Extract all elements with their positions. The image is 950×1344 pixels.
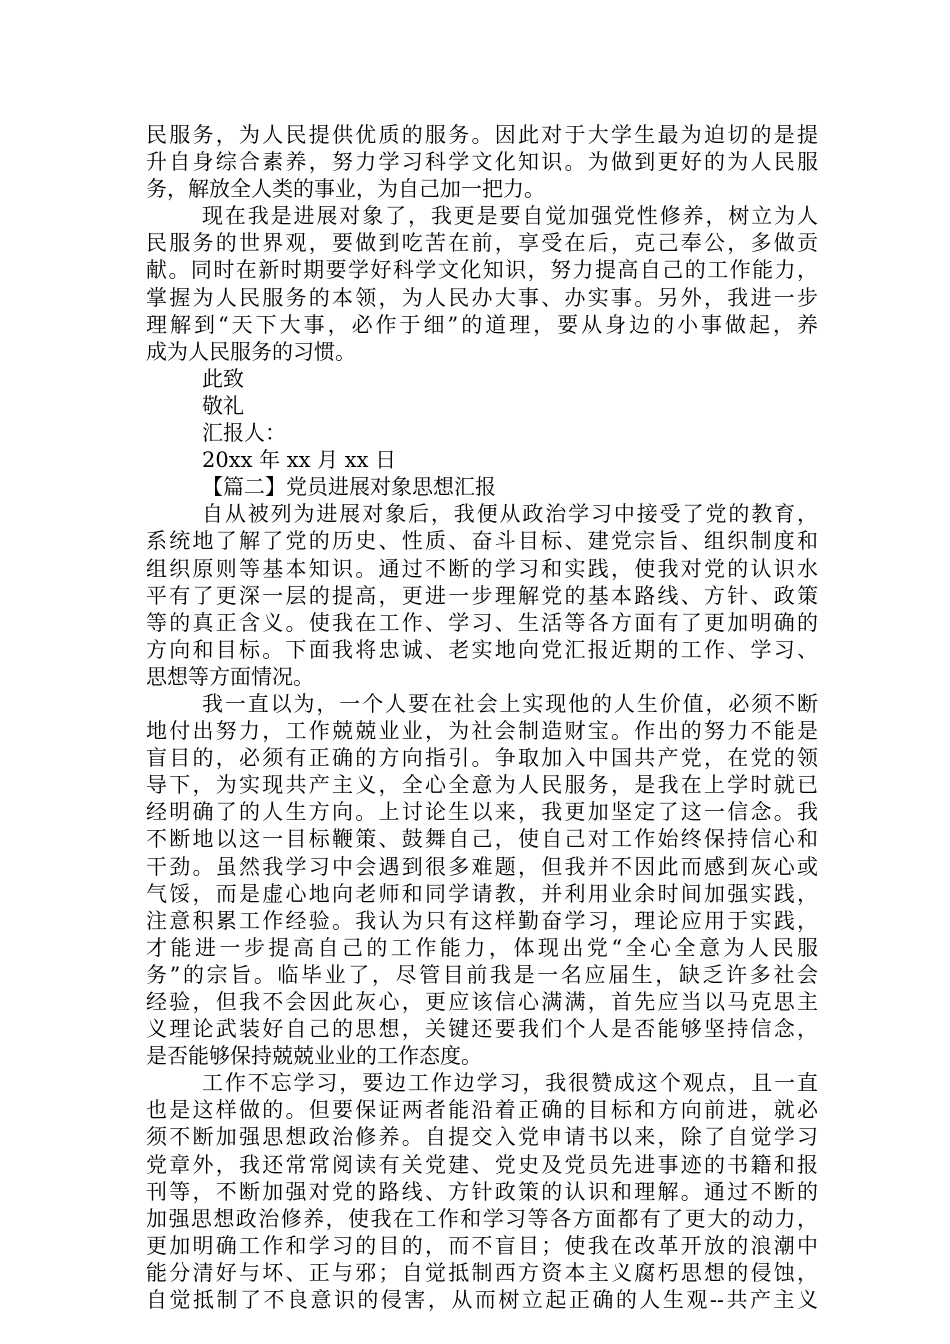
text-line: 献。同时在新时期要学好科学文化知识，努力提高自己的工作能力， <box>146 258 818 283</box>
section-heading: 【篇二】党员进展对象思想汇报 <box>202 475 496 500</box>
reporter-label: 汇报人： <box>202 421 286 446</box>
paragraph-first-line: 自从被列为进展对象后，我便从政治学习中接受了党的教育， <box>202 502 818 527</box>
text-line: 导下，为实现共产主义，全心全意为人民服务，是我在上学时就已 <box>146 773 818 798</box>
document-page <box>146 122 818 1314</box>
text-line: 注意积累工作经验。我认为只有这样勤奋学习，理论应用于实践， <box>146 908 818 933</box>
text-line: 不断地以这一目标鞭策、鼓舞自己，使自己对工作始终保持信心和 <box>146 827 818 852</box>
text-line: 刊等，不断加强对党的路线、方针政策的认识和理解。通过不断的 <box>146 1179 818 1204</box>
text-line: 掌握为人民服务的本领，为人民办大事、办实事。另外，我进一步 <box>146 285 818 310</box>
text-line: 等的真正含义。使我在工作、学习、生活等各方面有了更加明确的 <box>146 610 818 635</box>
text-line: 务，解放全人类的事业，为自己加一把力。 <box>146 177 545 202</box>
text-line: 是否能够保持兢兢业业的工作态度。 <box>146 1044 482 1069</box>
text-line: 盲目的，必须有正确的方向指引。争取加入中国共产党，在党的领 <box>146 746 818 771</box>
text-line: 气馁，而是虚心地向老师和同学请教，并利用业余时间加强实践， <box>146 881 818 906</box>
text-line: 组织原则等基本知识。通过不断的学习和实践，使我对党的认识水 <box>146 556 818 581</box>
text-line: 方向和目标。下面我将忠诚、老实地向党汇报近期的工作、学习、 <box>146 637 818 662</box>
text-line: 成为人民服务的习惯。 <box>146 339 356 364</box>
text-line: 自觉抵制了不良意识的侵害，从而树立起正确的人生观--共产主义 <box>146 1288 818 1313</box>
text-line: 党章外，我还常常阅读有关党建、党史及党员先进事迹的书籍和报 <box>146 1152 818 1177</box>
text-line: 须不断加强思想政治修养。自提交入党申请书以来，除了自觉学习 <box>146 1125 818 1150</box>
text-line: 经明确了的人生方向。上讨论生以来，我更加坚定了这一信念。我 <box>146 800 818 825</box>
report-date: 20xx 年 xx 月 xx 日 <box>202 448 397 473</box>
text-line: 思想等方面情况。 <box>146 664 314 689</box>
text-line: 才能进一步提高自己的工作能力，体现出党“全心全意为人民服 <box>146 935 818 960</box>
text-line: 经验，但我不会因此灰心，更应该信心满满，首先应当以马克思主 <box>146 990 818 1014</box>
text-line: 更加明确工作和学习的目的，而不盲目；使我在改革开放的浪潮中 <box>146 1233 818 1258</box>
text-line: 能分清好与坏、正与邪；自觉抵制西方资本主义腐朽思想的侵蚀， <box>146 1260 818 1285</box>
text-line: 干劲。虽然我学习中会遇到很多难题，但我并不因此而感到灰心或 <box>146 854 818 879</box>
text-line: 民服务的世界观，要做到吃苦在前，享受在后，克己奉公，多做贡 <box>146 231 818 256</box>
text-line: 义理论武装好自己的思想，关键还要我们个人是否能够坚持信念， <box>146 1017 818 1042</box>
text-line: 系统地了解了党的历史、性质、奋斗目标、建党宗旨、组织制度和 <box>146 529 818 554</box>
paragraph-first-line: 现在我是进展对象了，我更是要自觉加强党性修养，树立为人 <box>202 204 818 229</box>
text-line: 加强思想政治修养，使我在工作和学习等各方面都有了更大的动力， <box>146 1206 818 1231</box>
paragraph-first-line: 我一直以为，一个人要在社会上实现他的人生价值，必须不断 <box>202 691 818 716</box>
text-line: 也是这样做的。但要保证两者能沿着正确的目标和方向前进，就必 <box>146 1098 818 1123</box>
text-line: 理解到“天下大事，必作于细”的道理，要从身边的小事做起，养 <box>146 312 818 337</box>
salutation: 此致 <box>202 366 244 391</box>
paragraph-first-line: 工作不忘学习，要边工作边学习，我很赞成这个观点，且一直 <box>202 1071 818 1096</box>
text-line: 务”的宗旨。临毕业了，尽管目前我是一名应届生，缺乏许多社会 <box>146 962 818 987</box>
text-line: 民服务，为人民提供优质的服务。因此对于大学生最为迫切的是提 <box>146 123 818 147</box>
text-line: 地付出努力，工作兢兢业业，为社会制造财宝。作出的努力不能是 <box>146 719 818 744</box>
text-line: 平有了更深一层的提高，更进一步理解党的基本路线、方针、政策 <box>146 583 818 608</box>
text-line: 升自身综合素养，努力学习科学文化知识。为做到更好的为人民服 <box>146 150 818 175</box>
closing: 敬礼 <box>202 393 244 418</box>
